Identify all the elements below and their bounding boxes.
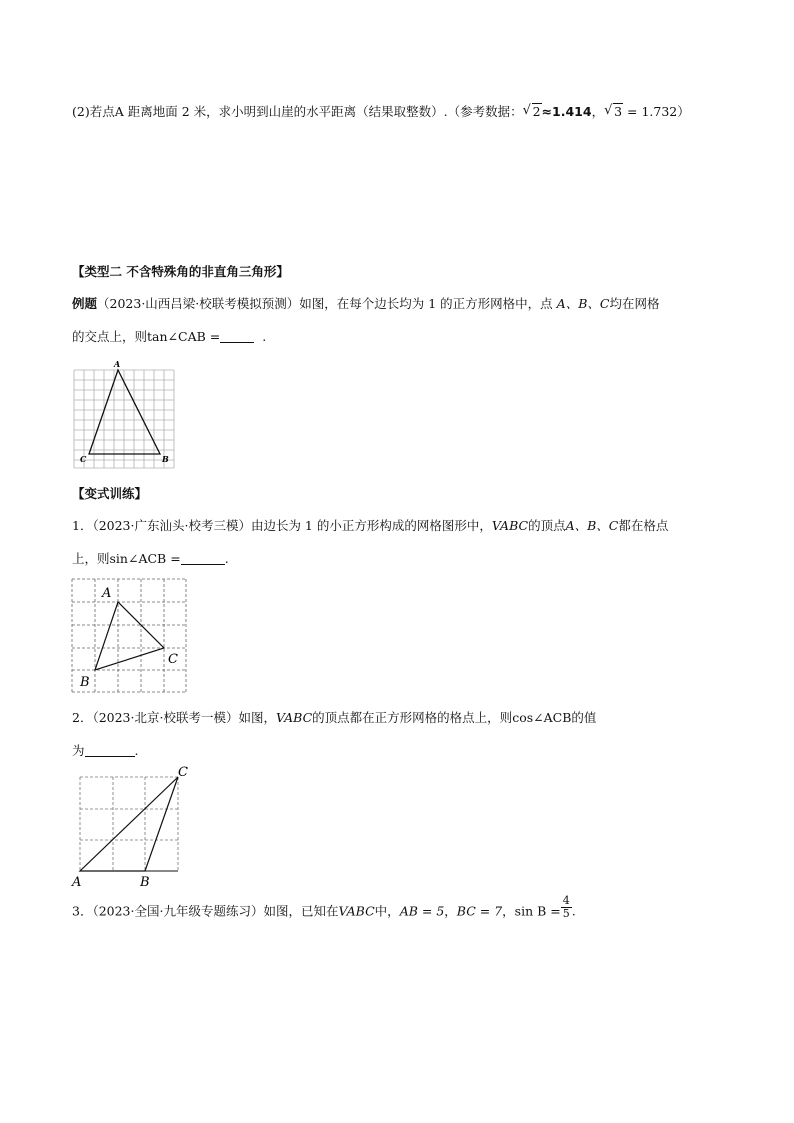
label-a: A [72,875,82,890]
sqrt-2: √ 2 [522,103,541,119]
label-c: C [80,454,87,464]
label-c: C [178,765,188,780]
label-a: A [114,359,121,369]
answer-blank[interactable] [220,330,254,343]
label-b: B [80,675,90,690]
problem-3-line-1: 3．（2023·全国·九年级专题练习）如图，已知在VABC中，AB = 5，BC = 7，sin B = $\frac{4}{5}$ . [72,894,576,921]
problem-2-grid-figure [72,764,194,890]
label-c: C [168,652,178,667]
triangle-abc [80,777,178,871]
sqrt-3: √ 3 [604,103,623,119]
example-label: 例题 [72,296,98,311]
label-b: B [140,875,150,890]
problem-2-line-2: 为 . [72,743,139,758]
answer-blank[interactable] [85,744,135,757]
answer-blank[interactable] [181,552,225,565]
example-line-2: 的交点上，则tan∠CAB = . [72,329,267,344]
label-b: B [162,454,169,464]
section-title-variant: 【变式训练】 [72,486,148,501]
section-title-type2: 【类型二 不含特殊角的非直角三角形】 [72,264,289,279]
triangle-abc [89,370,160,454]
question-2-line: (2)若点A 距离地面 2 米，求小明到山崖的水平距离（结果取整数）.（参考数据： √ 2≈1.414， √ 3 = 1.732） [72,103,690,119]
triangle-abc [95,602,164,670]
problem-1-grid-figure [72,579,190,695]
problem-2-line-1: 2．（2023·北京·校联考一模）如图，VABC的顶点都在正方形网格的格点上，则cos∠ACB的值 [72,710,597,725]
problem-1-line-1: 1．（2023·广东汕头·校考三模）由边长为 1 的小正方形构成的网格图形中，VABC的顶点A、B、C都在格点 [72,518,669,533]
problem-1-line-2: 上，则sin∠ACB = . [72,551,229,566]
fraction-4-5: $\frac{4}{5}$ [562,894,570,921]
example-line-1: 例题（2023·山西吕梁·校联考模拟预测）如图，在每个边长均为 1 的正方形网格中，点 A、B、C均在网格 [72,296,660,311]
example-grid-figure [74,358,178,470]
label-a: A [102,586,112,601]
